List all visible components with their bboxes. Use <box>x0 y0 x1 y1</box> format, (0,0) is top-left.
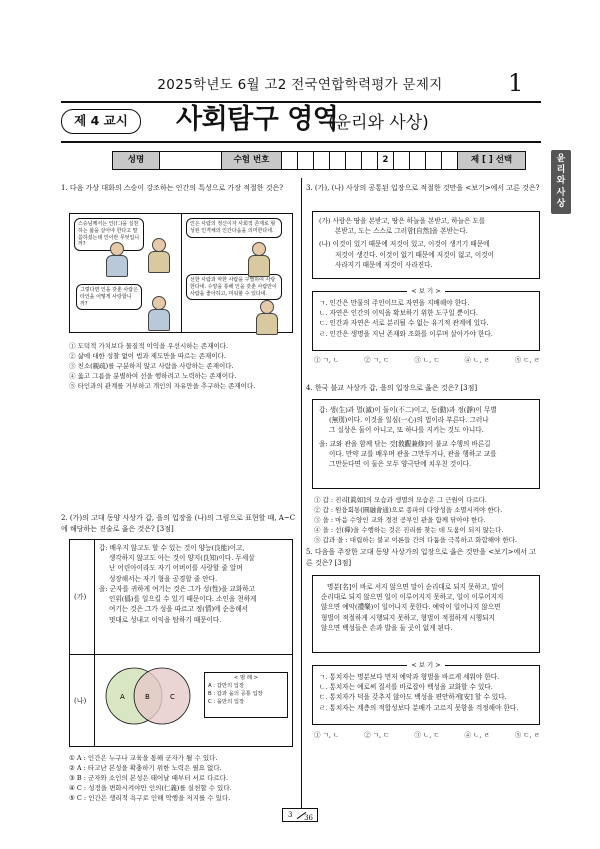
legend-entry: C : 을만의 입장 <box>208 698 245 705</box>
venn-circle-right <box>134 668 190 724</box>
passage-line: (가) 사람은 땅을 본받고, 땅은 하늘을 본받고, 하늘은 도를 <box>319 217 486 225</box>
answer-option[interactable]: ① A : 인간은 누구나 교육을 통해 군자가 될 수 있다. <box>69 754 218 762</box>
ga-label: (가) <box>74 593 87 601</box>
question-2-passage <box>99 543 256 625</box>
answer-option[interactable]: ④ ㄴ, ㄹ <box>464 731 490 739</box>
answer-option[interactable]: ⑤ 타인과의 관계를 거부하고 개인의 자유만을 추구하는 존재이다. <box>69 382 256 391</box>
answer-option[interactable]: ⑤ ㄷ, ㄹ <box>514 356 540 364</box>
session-badge: 제 4 교시 <box>61 109 141 134</box>
question-4-passage <box>312 399 540 489</box>
subject-side-tab <box>551 150 571 214</box>
question-2 <box>61 513 296 803</box>
answer-option[interactable]: ② 삶에 대한 성찰 없이 법과 제도만을 따르는 존재이다. <box>69 352 226 361</box>
teacher-figure <box>248 242 270 277</box>
question-5-stem: 5. 다음을 주장한 고대 동양 사상가의 입장으로 옳은 것만을 <보기>에서 고른 것은? [3점] <box>306 548 536 567</box>
passage-line: 그 실상은 둘이 아니고, 또 하나를 지키는 것도 아니다. <box>329 426 484 435</box>
name-label: 성명 <box>113 152 159 169</box>
question-3 <box>306 183 541 364</box>
exam-digit-box[interactable] <box>361 152 377 169</box>
exam-digit-box[interactable] <box>409 152 425 169</box>
exam-digit-box[interactable] <box>281 152 297 169</box>
cartoon-bubble: 인은 사람의 정신이자 사회적 존재로 형성된 인격체의 인간다움을 의미한다네. <box>186 218 282 238</box>
question-5 <box>306 547 541 739</box>
question-4-stem: 4. 한국 불교 사상가 갑, 을의 입장으로 옳은 것은? [3점] <box>306 384 478 392</box>
side-tab-char: 윤 <box>556 153 566 164</box>
passage-line: 을: 교와 관을 함께 닦는 것[敎觀兼修]이 불교 수행의 바른길 <box>319 439 491 448</box>
question-3-passage <box>312 211 540 279</box>
footer-current-page: 3 <box>288 811 293 819</box>
question-3-stem: 3. (가), (나) 사상의 공통된 입장으로 적절한 것만을 <보기>에서 고른 것은? <box>306 184 540 192</box>
header-rule-bottom <box>61 141 541 143</box>
question-3-bogi <box>312 287 540 351</box>
exam-digit-box[interactable] <box>425 152 441 169</box>
question-1-cartoon <box>69 213 293 333</box>
exam-title: 2025학년도 6월 고2 전국연합학력평가 문제지 <box>157 77 443 93</box>
passage-line: 난 어린아이라도 자기 어버이를 사랑할 줄 알며 <box>109 564 243 573</box>
exam-digit-box[interactable] <box>297 152 313 169</box>
question-5-answers <box>314 731 540 740</box>
answer-option[interactable]: ① 갑 : 진리[眞如]의 모습과 생멸의 모습은 그 근원이 다르다. <box>314 496 488 504</box>
passage-line: 인위(僞)를 일으킬 수 있기 때문이다. 소인을 천하게 <box>109 595 257 604</box>
page-number: 1 <box>508 69 524 97</box>
question-1-stem: 1. 다음 가상 대화의 스승이 강조하는 인간의 특성으로 가장 적절한 것은? <box>61 184 284 192</box>
bogi-item: ㄹ. 인간은 생명을 지닌 존재와 조화를 이루며 살아가야 한다. <box>319 329 493 338</box>
passage-line: 갑: 배우지 않고도 할 수 있는 것이 양능(良能)이고, <box>99 544 245 552</box>
side-tab-char: 사 <box>556 187 566 198</box>
answer-option[interactable]: ② 갑 : 원융회통(圓融會通)으로 종파의 다양성을 소멸시켜야 한다. <box>314 506 503 515</box>
legend-entry: B : 갑과 을의 공통 입장 <box>208 690 263 697</box>
answer-option[interactable]: ④ 을 : 선(禪)을 수행하는 것은 진리를 찾는 데 도움이 되지 않는다. <box>314 526 504 535</box>
venn-label-c: C <box>170 693 175 701</box>
teacher-figure <box>256 300 278 335</box>
bogi-item: ㄷ. 통치자가 덕을 갖추지 않아도 백성을 편안하게[安] 할 수 있다. <box>319 693 507 702</box>
exam-digit-box[interactable] <box>329 152 345 169</box>
exam-digit-box: 2 <box>377 152 393 169</box>
passage-line: 성장해서는 자기 형을 공경할 줄 안다. <box>109 574 218 583</box>
bogi-item: ㄱ. 통치자는 명분보다 먼저 예악과 형벌을 바르게 세워야 한다. <box>319 673 500 681</box>
subject-subtitle: (윤리와 사상) <box>328 113 429 133</box>
student-info-bar <box>112 151 526 170</box>
answer-option[interactable]: ⑤ C : 인간은 생리적 욕구로 인해 악행을 저지를 수 있다. <box>69 794 231 803</box>
exam-digit-box[interactable] <box>441 152 457 169</box>
student-figure <box>148 296 170 331</box>
bogi-item: ㄴ. 통치자는 예로써 질서를 바로잡아 백성을 교화할 수 있다. <box>319 683 493 692</box>
exam-number-label: 수험 번호 <box>221 152 281 169</box>
bogi-item: ㄹ. 통치자는 계층의 적합성보다 분배가 고르지 못함을 걱정해야 한다. <box>319 703 519 712</box>
na-label: (나) <box>74 697 87 705</box>
bogi-title: < 보 기 > <box>407 661 444 669</box>
question-1-options <box>69 341 255 391</box>
passage-line: 명분[名]이 바로 서지 않으면 말이 순리대로 되지 못하고, 말이 <box>327 583 505 591</box>
passage-line: 사라지기 때문에 저것이 사라진다. <box>335 260 433 269</box>
answer-option[interactable]: ③ 을 : 마음 수양인 교와 경전 공부인 관을 함께 닦아야 한다. <box>314 516 486 525</box>
passage-line: (나) 이것이 있기 때문에 저것이 있고, 이것이 생기기 때문에 <box>319 240 490 249</box>
subject-title: 사회탐구 영역 <box>176 104 339 135</box>
side-tab-char: 상 <box>556 198 566 209</box>
bogi-title: < 보 기 > <box>407 287 444 295</box>
answer-option[interactable]: ③ B : 군자와 소인의 본성은 태어날 때부터 서로 다르다. <box>69 774 229 783</box>
question-4-options <box>314 495 517 545</box>
passage-line: 을: 군자를 귀하게 여기는 것은 그가 성(性)을 교화하고 <box>99 584 256 593</box>
subject-choice-label: 제 [ ] 선택 <box>457 152 525 169</box>
question-1 <box>61 183 296 391</box>
exam-digit-box[interactable] <box>345 152 361 169</box>
question-2-box <box>69 539 293 747</box>
answer-option[interactable]: ① ㄱ, ㄴ <box>314 356 340 364</box>
passage-line: 갑: 생(生)과 멸(滅)이 둘이(不二)이고, 동(動)과 정(靜)이 무별 <box>319 406 497 414</box>
question-4 <box>306 383 541 545</box>
footer-total-pages: 36 <box>304 814 313 822</box>
student-figure <box>106 242 128 277</box>
venn-label-b: B <box>145 693 150 701</box>
answer-option[interactable]: ② ㄱ, ㄷ <box>364 356 390 364</box>
passage-line: 형벌이 적절하게 시행되지 못하고, 형벌이 적절하게 시행되지 <box>321 613 495 622</box>
passage-line: 여기는 것은 그가 성을 따르고 정(情)에 순응해서 <box>109 605 248 614</box>
bogi-item: ㄴ. 자연은 인간의 이익을 확보하기 위한 도구일 뿐이다. <box>319 309 478 318</box>
column-divider <box>301 178 302 808</box>
answer-option[interactable]: ④ 옳고 그름을 분별하여 선을 행하려고 노력하는 존재이다. <box>69 372 237 381</box>
question-2-stem: 2. (가)의 고대 동양 사상가 갑, 을의 입장을 (나)의 그림으로 표현할 때, A~C에 해당하는 진술로 옳은 것은? [3점] <box>61 514 296 533</box>
answer-option[interactable]: ⑤ 갑과 을 : 대립하는 불교 이론들 간의 다툼을 극복하고 화합해야 한다. <box>314 536 518 545</box>
passage-line: 그만둔다면 이 둘은 모두 양극단에 치우친 것이다. <box>329 460 472 469</box>
bogi-item: ㄷ. 인간과 자연은 서로 분리될 수 없는 유기적 관계에 있다. <box>319 319 489 328</box>
passage-line: 멋대로 성내고 이익을 탐하기 때문이다. <box>109 615 222 624</box>
exam-digit-box[interactable] <box>313 152 329 169</box>
question-2-options <box>69 753 232 803</box>
answer-option[interactable]: ② ㄱ, ㄷ <box>364 731 390 739</box>
question-5-passage <box>312 575 540 653</box>
question-5-bogi <box>312 661 540 725</box>
answer-option[interactable]: ① ㄱ, ㄴ <box>314 731 340 739</box>
passage-line: (無別)이다. 이것을 일심(一心)의 법이라 부른다. 그러나 <box>329 416 489 425</box>
cartoon-bubble: 그렇다면 인을 갖춘 사람은 타인을 어떻게 사랑합니까? <box>76 284 142 310</box>
answer-option[interactable]: ③ ㄴ, ㄷ <box>414 731 440 739</box>
legend-entry: A : 갑만의 입장 <box>208 682 245 689</box>
answer-option[interactable]: ④ ㄴ, ㄹ <box>464 356 490 364</box>
venn-legend <box>204 672 288 718</box>
passage-line: 생각하지 않고도 아는 것이 양지(良知)이다. 두세살 <box>109 554 255 563</box>
exam-digit-box[interactable] <box>393 152 409 169</box>
passage-line: 않으면 백성들은 손과 발을 둘 곳이 없게 된다. <box>321 623 453 632</box>
passage-line: 않으면 예악(禮樂)이 일어나지 못한다. 예악이 일어나지 않으면 <box>321 603 501 612</box>
passage-line: 저것이 생긴다. 이것이 없기 때문에 저것이 없고, 이것이 <box>335 250 494 259</box>
venn-label-a: A <box>120 693 125 701</box>
passage-line: 순리대로 되지 않으면 일이 이루어지지 못하고, 일이 이루어지지 <box>321 593 504 602</box>
page-footer-number <box>282 808 318 822</box>
answer-option[interactable]: ③ 친소(親疏)를 구분하지 않고 사람을 사랑하는 존재이다. <box>69 362 234 371</box>
name-field[interactable] <box>159 152 221 169</box>
side-tab-char: 리 <box>556 165 566 176</box>
passage-line: 본받고, 도는 스스로 그러함[自然]을 본받는다. <box>335 227 468 236</box>
bogi-item: ㄱ. 인간은 만물의 주인이므로 자연을 지배해야 한다. <box>319 299 470 307</box>
cartoon-bubble: 선한 사람과 악한 사람을 구별하여 사랑한다네. 수양을 통해 인을 갖춘 사람만이 사람을 좋아하고, 미워할 수 있다네. <box>186 274 282 300</box>
question-3-answers <box>314 356 540 365</box>
answer-option[interactable]: ② A : 타고난 본성을 확충하기 위한 노력은 필요 없다. <box>69 764 222 773</box>
side-tab-char: 와 <box>556 176 566 187</box>
venn-diagram <box>100 664 196 728</box>
cartoon-bubble: 스승님께서는 인(仁)을 실천하는 삶을 살아야 한다고 말씀하셨는데 인이란 무엇입니까? <box>74 218 144 251</box>
passage-line: 이다. 만약 교를 배우며 관을 그만두거나, 관을 행하고 교를 <box>329 449 497 458</box>
teacher-figure <box>148 238 170 273</box>
answer-option[interactable]: ④ C : 성정을 변화시켜야만 인의(仁義)를 실천할 수 있다. <box>69 784 232 793</box>
answer-option[interactable]: ① 도덕적 가치보다 물질적 이익을 우선시하는 존재이다. <box>69 342 229 350</box>
legend-title: < 범 례 > <box>233 675 259 681</box>
answer-option[interactable]: ⑤ ㄷ, ㄹ <box>514 731 540 739</box>
answer-option[interactable]: ③ ㄴ, ㄷ <box>414 356 440 364</box>
